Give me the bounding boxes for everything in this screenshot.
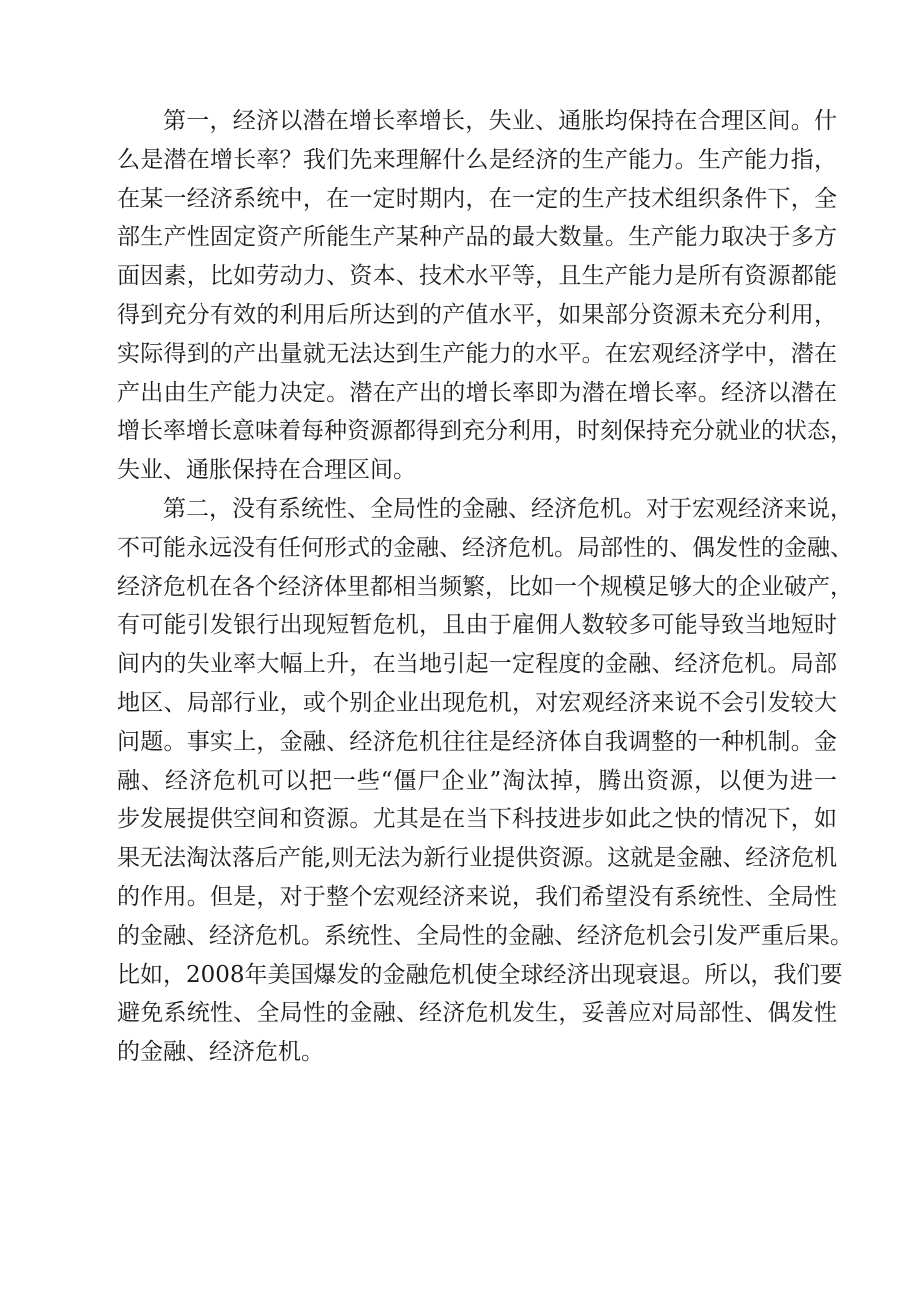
text-line: 的作用。但是，对于整个宏观经济来说，我们希望没有系统性、全局性 xyxy=(117,883,837,910)
text-line: 的金融、经济危机。 xyxy=(117,1039,324,1066)
text-line: 经济危机在各个经济体里都相当频繁，比如一个规模足够大的企业破产， xyxy=(117,573,853,600)
text-line: 么是潜在增长率？我们先来理解什么是经济的生产能力。生产能力指， xyxy=(117,146,837,173)
text-line: 避免系统性、全局性的金融、经济危机发生，妥善应对局部性、偶发性 xyxy=(117,1000,837,1027)
text-line: 实际得到的产出量就无法达到生产能力的水平。在宏观经济学中，潜在 xyxy=(117,340,837,367)
text-line: 在某一经济系统中，在一定时期内，在一定的生产技术组织条件下，全 xyxy=(117,185,837,212)
body-text xyxy=(117,102,853,1072)
text-line: 果无法淘汰落后产能,则无法为新行业提供资源。这就是金融、经济危机 xyxy=(117,845,838,872)
text-line: 问题。事实上，金融、经济危机往往是经济体自我调整的一种机制。金 xyxy=(117,728,837,755)
text-line: 第二，没有系统性、全局性的金融、经济危机。对于宏观经济来说， xyxy=(163,495,853,522)
paragraph-2 xyxy=(117,490,853,1072)
text-line: 失业、通胀保持在合理区间。 xyxy=(117,457,416,484)
text-line: 产出由生产能力决定。潜在产出的增长率即为潜在增长率。经济以潜在 xyxy=(117,379,837,406)
text-line: 间内的失业率大幅上升，在当地引起一定程度的金融、经济危机。局部 xyxy=(117,651,837,678)
text-line: 得到充分有效的利用后所达到的产值水平，如果部分资源未充分利用， xyxy=(117,301,837,328)
text-line: 不可能永远没有任何形式的金融、经济危机。局部性的、偶发性的金融、 xyxy=(117,534,853,561)
text-line: 比如，2008年美国爆发的金融危机使全球经济出现衰退。所以，我们要 xyxy=(117,961,843,988)
text-line: 增长率增长意味着每种资源都得到充分利用，时刻保持充分就业的状态， xyxy=(117,418,853,445)
text-line: 部生产性固定资产所能生产某种产品的最大数量。生产能力取决于多方 xyxy=(117,224,837,251)
text-line: 地区、局部行业，或个别企业出现危机，对宏观经济来说不会引发较大 xyxy=(117,689,837,716)
text-line: 有可能引发银行出现短暂危机，且由于雇佣人数较多可能导致当地短时 xyxy=(117,612,837,639)
paragraph-1 xyxy=(117,102,853,490)
text-line: 融、经济危机可以把一些“僵尸企业”淘汰掉，腾出资源，以便为进一 xyxy=(117,767,837,794)
text-line: 步发展提供空间和资源。尤其是在当下科技进步如此之快的情况下，如 xyxy=(117,806,837,833)
text-line: 面因素，比如劳动力、资本、技术水平等，且生产能力是所有资源都能 xyxy=(117,263,837,290)
text-line: 第一，经济以潜在增长率增长，失业、通胀均保持在合理区间。什 xyxy=(163,108,837,134)
text-line: 的金融、经济危机。系统性、全局性的金融、经济危机会引发严重后果。 xyxy=(117,922,853,949)
